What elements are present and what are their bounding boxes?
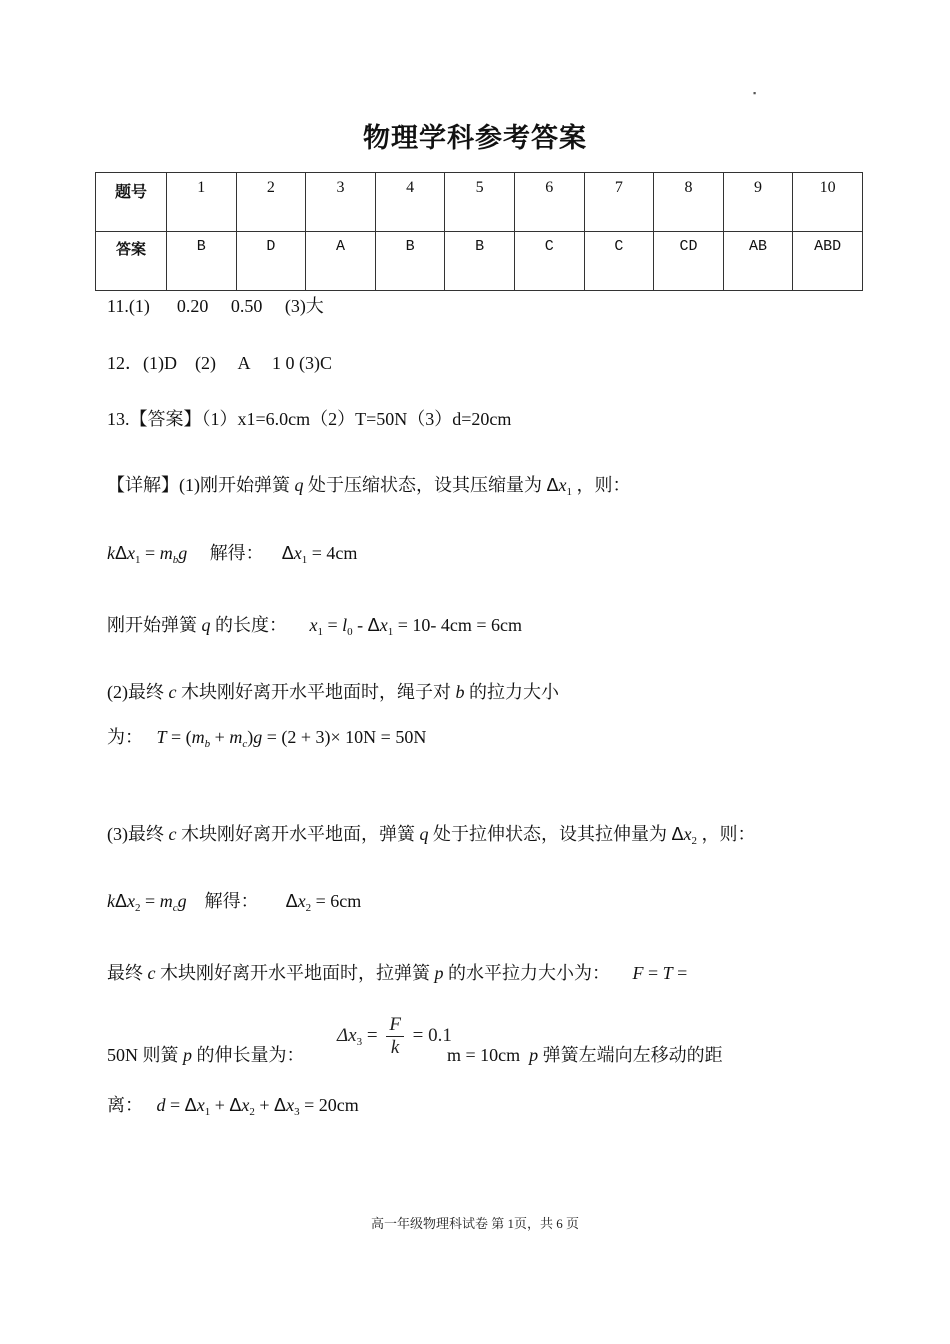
final-line-3: 离： $d = \Delta x_1 + \Delta x_2 + \Delta x_3 = 20cm$ (107, 1095, 359, 1118)
text: 解得： (204, 891, 259, 911)
table-cell: CD (654, 232, 724, 291)
table-row-answers (96, 232, 863, 291)
final-line-2: 50N 则簧 p 的伸长量为： (107, 1045, 305, 1065)
text: 木块刚好离开水平地面，弹簧 (181, 824, 415, 844)
table-cell: 8 (654, 173, 724, 232)
table-cell: C (584, 232, 654, 291)
text: ，则： (576, 475, 631, 495)
mark-dot: ▪ (753, 88, 757, 98)
value: 10- 4cm = 6cm (412, 615, 522, 635)
text: 木块刚好离开水平地面时，拉弹簧 (160, 963, 430, 983)
table-cell: 1 (167, 173, 237, 232)
text: 【详解】(1)刚开始弹簧 (107, 475, 290, 495)
value: 20cm (318, 1095, 359, 1115)
equation-3: $k\Delta x_2 = m_cg$ 解得： $\Delta x_2 = 6cm$ (107, 891, 362, 914)
text: 的拉力大小 (469, 682, 559, 702)
text: 处于压缩状态，设其压缩量为 (308, 475, 542, 495)
page-footer: 高一年级物理科试卷 第 1页，共 6 页 (370, 1216, 579, 1231)
answer-q12: 12．(1)D (2) A 1 0 (3)C (107, 353, 332, 373)
text: (2)最终 (107, 682, 164, 702)
final-line-2b: m = 10cm p 弹簧左端向左移动的距 (447, 1045, 723, 1065)
answer-table (95, 172, 863, 291)
table-cell: D (236, 232, 306, 291)
text: 刚开始弹簧 (107, 615, 197, 635)
value: m = 10cm (447, 1045, 521, 1065)
table-cell: 3 (306, 173, 376, 232)
table-cell: B (375, 232, 445, 291)
table-row-numbers (96, 173, 863, 232)
text: 离： (107, 1095, 143, 1115)
final-line-1: 最终 c 木块刚好离开水平地面时，拉弹簧 p 的水平拉力大小为： F = T = (107, 963, 688, 983)
answer-q11: 11.(1) 0.20 0.50 (3)大 (107, 296, 324, 316)
text: 的伸长量为： (196, 1045, 305, 1065)
answer-q13: 13.【答案】（1）x1=6.0cm（2）T=50N（3）d=20cm (107, 409, 512, 429)
value: 4cm (326, 543, 358, 563)
table-cell: 2 (236, 173, 306, 232)
table-cell: 6 (514, 173, 584, 232)
table-cell: 9 (723, 173, 793, 232)
table-cell: B (167, 232, 237, 291)
page-title: 物理学科参考答案 (363, 123, 587, 154)
text: 弹簧左端向左移动的距 (542, 1045, 723, 1065)
equation-1: $k\Delta x_1 = m_bg$ 解得： $\Delta x_1 = 4cm$ (107, 543, 358, 566)
equation-2: 刚开始弹簧 q 的长度： $x_1 = l_0 - \Delta x_1 = 10-$ 4cm = 6cm (107, 615, 522, 638)
table-cell: 4 (375, 173, 445, 232)
value: 6cm (330, 891, 362, 911)
text: 的水平拉力大小为： (448, 963, 610, 983)
text: ，则： (701, 824, 756, 844)
text: 解得： (209, 543, 264, 563)
value: 0.1 (428, 1024, 452, 1046)
detail-line-1: 【详解】(1)刚开始弹簧 q 处于压缩状态，设其压缩量为 $\Delta x_1$ ，则： (107, 475, 631, 498)
part2-equation: 为： $T = (m_b + m_c)g = (2 + 3)\times 10N = 50N$ (107, 727, 427, 750)
table-cell: 7 (584, 173, 654, 232)
value: (2 + 3)× 10N = 50N (281, 727, 427, 747)
table-cell: 5 (445, 173, 515, 232)
text: 木块刚好离开水平地面时，绳子对 (181, 682, 451, 702)
text: 最终 (107, 963, 143, 983)
table-cell: AB (723, 232, 793, 291)
text: 为： (107, 727, 143, 747)
row-label-answer: 答案 (96, 232, 167, 291)
text: 处于拉伸状态，设其拉伸量为 (433, 824, 667, 844)
table-cell: 10 (793, 173, 863, 232)
text: (3)最终 (107, 824, 164, 844)
table-cell: C (514, 232, 584, 291)
text: 的长度： (215, 615, 287, 635)
text: 50N 则簧 (107, 1045, 179, 1065)
row-label-number: 题号 (96, 173, 167, 232)
table-cell: A (306, 232, 376, 291)
formula-image: $\Delta x_3$ = $\frac{F}{k}$ = 0.1 (337, 1014, 452, 1058)
table-cell: B (445, 232, 515, 291)
part3-line-1: (3)最终 c 木块刚好离开水平地面，弹簧 q 处于拉伸状态，设其拉伸量为 $\Delta x_2$ ，则： (107, 824, 756, 847)
table-cell: ABD (793, 232, 863, 291)
part2-line-1: (2)最终 c 木块刚好离开水平地面时，绳子对 b 的拉力大小 (107, 682, 559, 702)
